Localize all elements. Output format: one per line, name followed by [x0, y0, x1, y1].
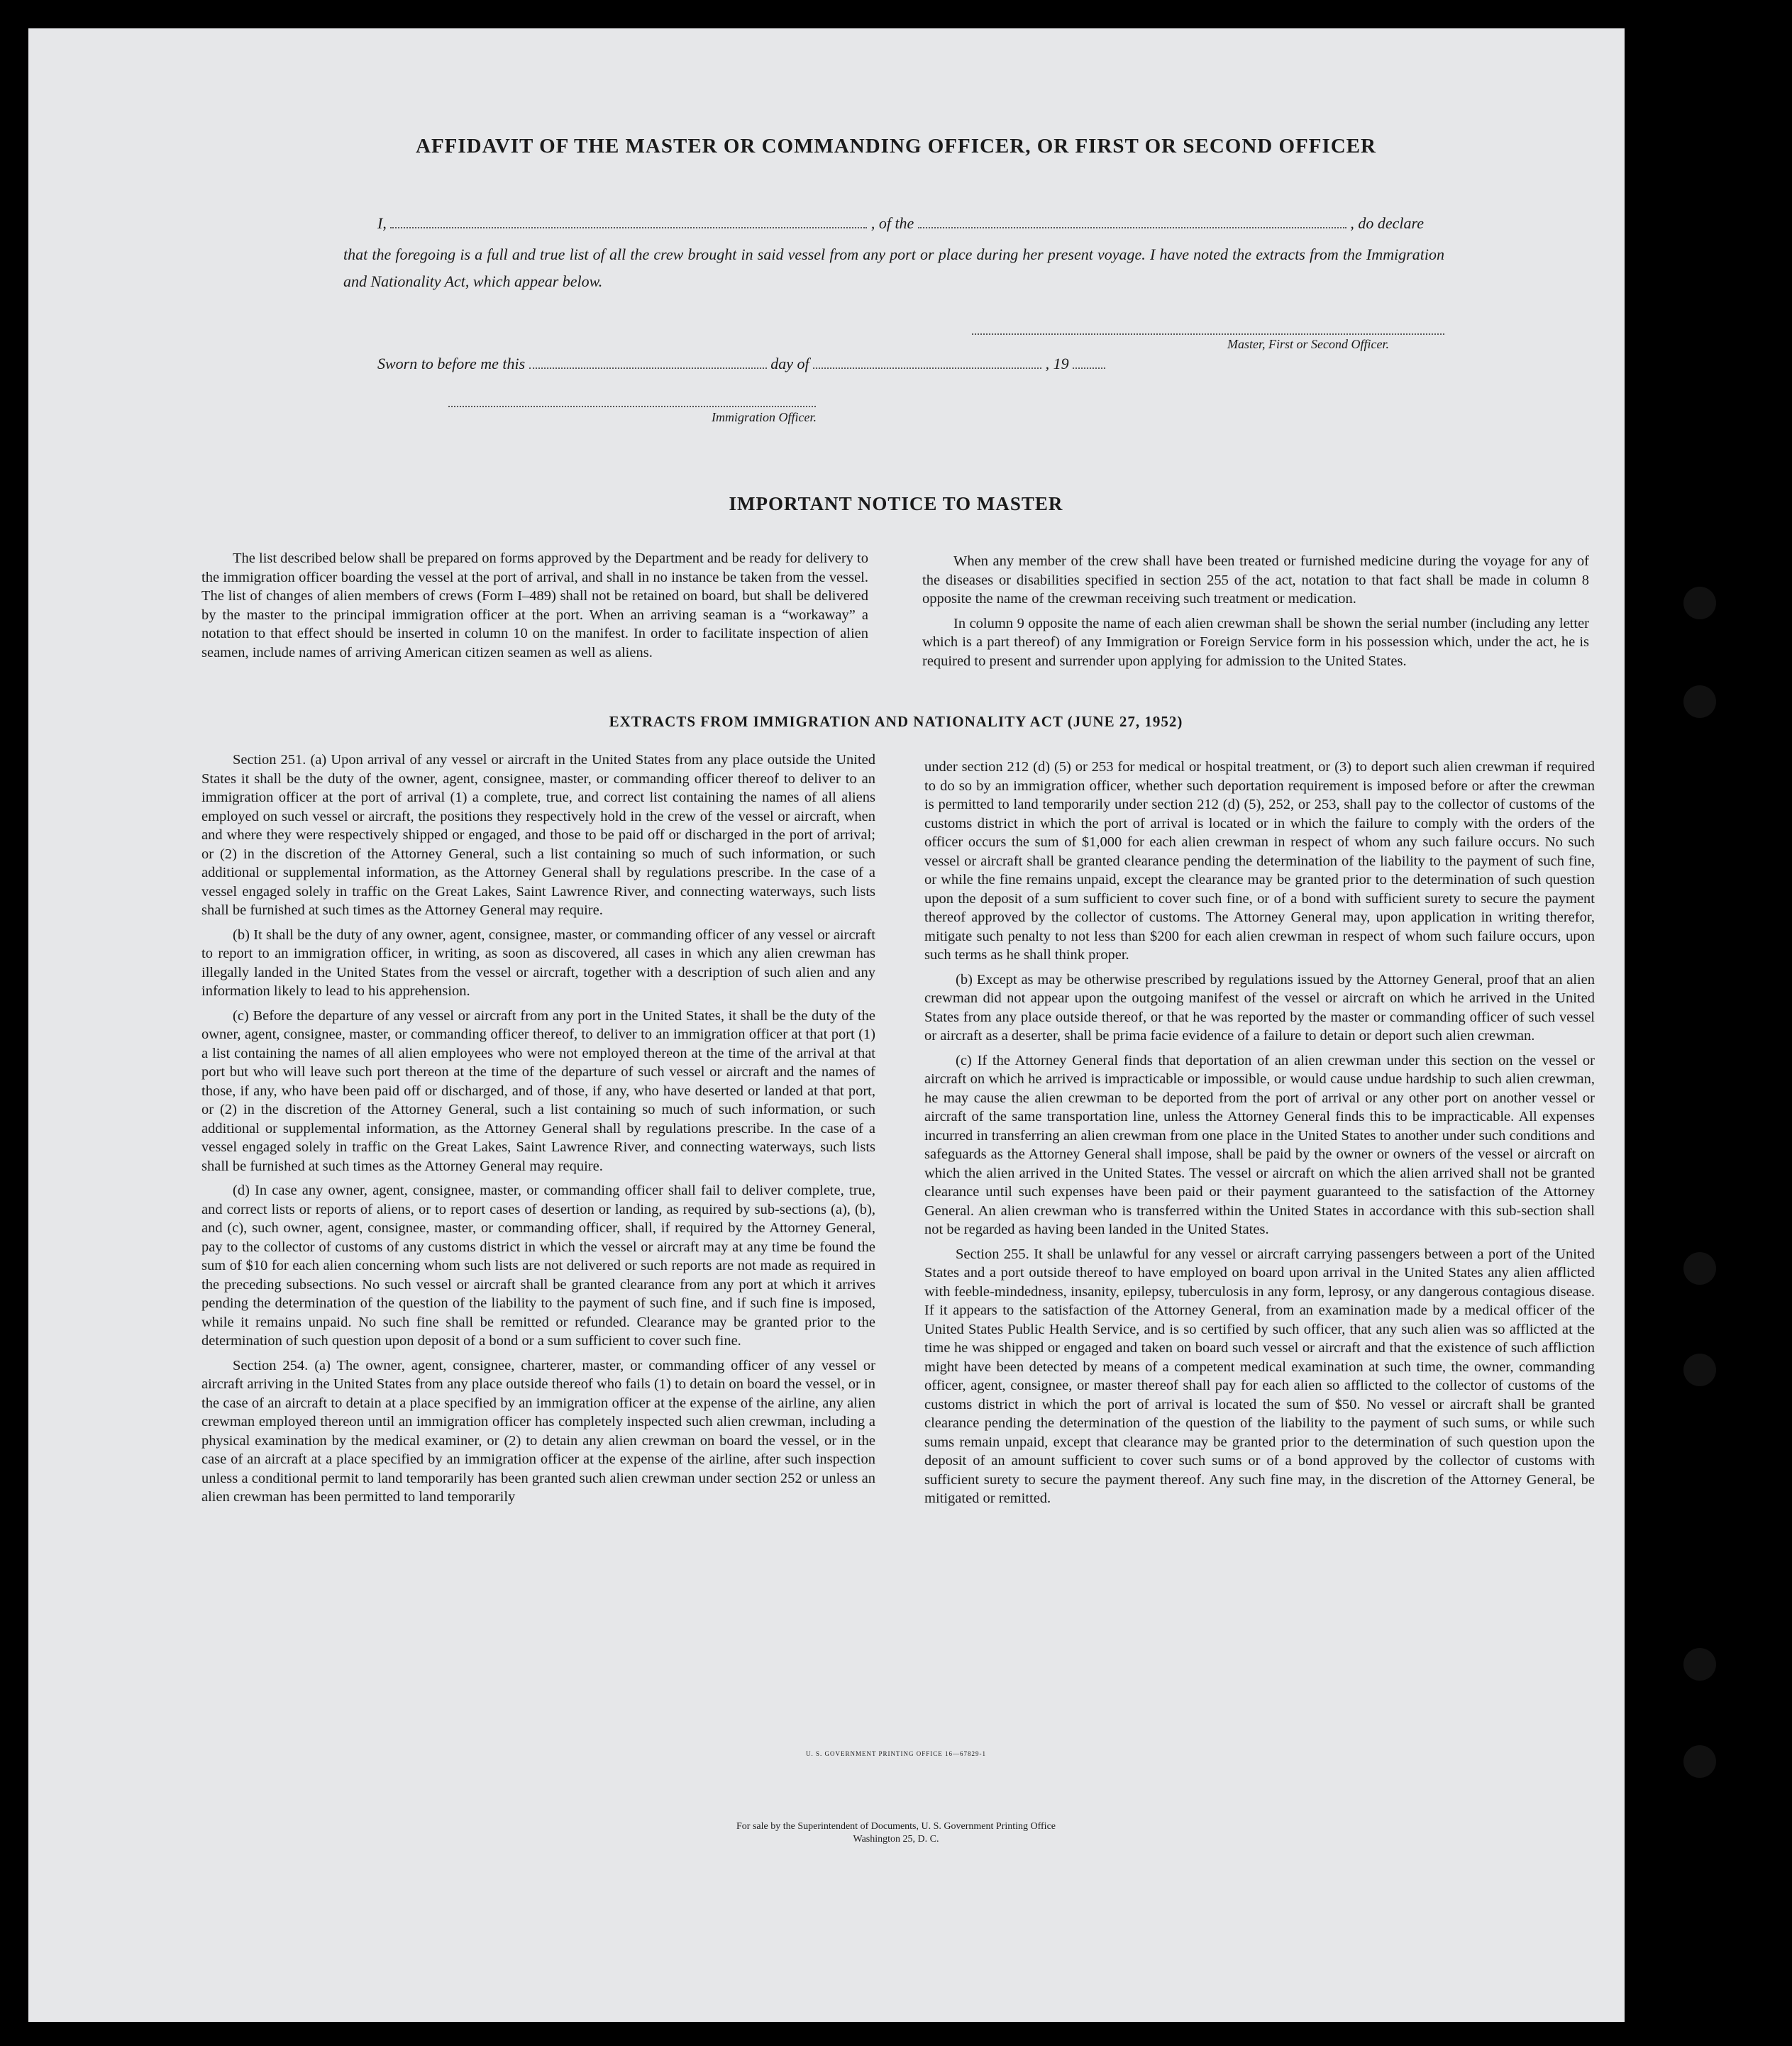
- master-caption: Master, First or Second Officer.: [1227, 337, 1389, 351]
- section-paragraph: Section 254. (a) The owner, agent, consignee, charterer, master, or commanding officer of any vessel or aircraft arriving in the United States from any place outside thereof who fails (1) to detain on board the vessel, or in the case of an aircraft to detain at a place specified by an immigration officer at the expense of the airline, any alien crewman employed thereon until an immigration officer has completely inspected such alien crewman, including a physical examination by the medical examiner, or (2) to detain any alien crewman on board the vessel, or in the case of an aircraft at a place specified by an immigration officer at the expense of the airline, after such inspection unless a conditional permit to land temporarily has been granted such alien crewman under section 252 or unless an alien crewman has been permitted to land temporarily: [201, 1357, 875, 1505]
- day-of-label: day of: [770, 355, 809, 372]
- notice-paragraph: In column 9 opposite the name of each alien crewman shall be shown the serial number (including any letter which is a part thereof) of any Immigration or Foreign Service form in his possession which, under the act, he is required to present and surrender upon applying for admission to the United States.: [922, 615, 1589, 669]
- sworn-day-field[interactable]: [529, 356, 767, 369]
- section-paragraph: (b) Except as may be otherwise prescribed by regulations issued by the Attorney General, proof that an alien crewman did not appear upon the outgoing manifest of the vessel or aircraft on which he arrived in the United States from any place outside thereof, or that he was reported by the master or commanding officer of such vessel or aircraft as a deserter, shall be prima facie evidence of a failure to detain or deport such alien crewman.: [924, 971, 1595, 1044]
- officer-signature-line[interactable]: [448, 406, 816, 407]
- notice-left-column: [201, 549, 868, 668]
- sworn-line: [377, 355, 1105, 373]
- section-paragraph: Section 255. It shall be unlawful for any vessel or aircraft carrying passengers between a port of the United States and a port outside thereof to have employed on board upon arrival in the United States any alien afflicted with feeble-mindedness, insanity, epilepsy, tuberculosis in any form, leprosy, or any dangerous contagious disease. If it appears to the satisfaction of the Attorney General, from an examination made by a medical officer of the United States Public Health Service, and is so certified by such officer, that any such alien was so afflicted at the time he was shipped or engaged and taken on board such vessel or aircraft and that the existence of such affliction might have been detected by means of a competent medical examination at such time, the owner, commanding officer, agent, consignee, or master thereof shall pay for each alien so afflicted to the collector of customs of the customs district in which the port of arrival is located the sum of $50. No vessel or aircraft shall be granted clearance pending the determination of the question of the liability to the payment of such sums, or while such sums remain unpaid, except that clearance may be granted prior to the determination of such question upon the deposit of an amount sufficient to cover such sums or of a bond approved by the collector of customs with sufficient surety to secure the payment thereof. Any such fine may, in the discretion of the Attorney General, be mitigated or remitted.: [924, 1246, 1595, 1506]
- sworn-label: Sworn to before me this: [377, 355, 526, 372]
- punch-hole: [1683, 1354, 1716, 1386]
- i-label: I,: [377, 214, 387, 232]
- sworn-year-field[interactable]: [1073, 356, 1105, 369]
- printer-imprint: U. S. GOVERNMENT PRINTING OFFICE 16—67829-1: [805, 1750, 987, 1757]
- extracts-title: EXTRACTS FROM IMMIGRATION AND NATIONALITY ACT (JUNE 27, 1952): [609, 713, 1183, 730]
- year-label: , 19: [1045, 355, 1069, 372]
- declarant-line: [377, 214, 1424, 233]
- footer-line: For sale by the Superintendent of Documents, U. S. Government Printing Office: [736, 1821, 1056, 1832]
- footer-line: Washington 25, D. C.: [853, 1834, 939, 1845]
- punch-hole: [1683, 587, 1716, 619]
- section-paragraph: (d) In case any owner, agent, consignee, master, or commanding officer shall fail to deliver complete, true, and correct lists or reports of aliens, or to report cases of desertion or landing, as required by sub-sections (a), (b), and (c), such owner, agent, consignee, master, or commanding officer, shall, if required by the Attorney General, pay to the collector of customs of any customs district in which the vessel or aircraft may at any time be found the sum of $10 for each alien concerning whom such lists are not delivered or such reports are not made as required in the preceding subsections. No such vessel or aircraft shall be granted clearance from any port at which it arrives pending the determination of the question of the liability to the payment of such fine, and if such fine is imposed, while it remains unpaid. No such fine shall be remitted or refunded. Clearance may be granted prior to the determination of such question upon deposit of a bond or a sum sufficient to cover such fine.: [201, 1183, 875, 1349]
- of-the-label: , of the: [870, 214, 914, 232]
- punch-hole: [1683, 1648, 1716, 1681]
- section-paragraph: under section 212 (d) (5) or 253 for medical or hospital treatment, or (3) to deport such alien crewman if required to do so by an immigration officer, whether such deportation requirement is imposed before or after the crewman is permitted to land temporarily under section 212 (d) (5), 252, or 253, shall pay to the collector of customs of the customs district in which the port of arrival is located or in which the failure to comply with the orders of the officer occurs the sum of $1,000 for each alien crewman in respect of whom any such failure occurs. No such vessel or aircraft shall be granted clearance pending the determination of the liability to the payment of such fine, or while the fine remains unpaid, except the clearance may be granted prior to the determination of such question upon the deposit of a sum sufficient to cover such fine, or of a bond with sufficient surety to secure the payment thereof approved by the collector of customs. The Attorney General may, upon application in writing therefor, mitigate such penalty to not less than $200 for each alien crewman in respect of whom such failure occurs, upon such terms as he shall think proper.: [924, 759, 1595, 963]
- sale-footer: [0, 1820, 1792, 1846]
- affidavit-title: AFFIDAVIT OF THE MASTER OR COMMANDING OFFICER, OR FIRST OR SECOND OFFICER: [416, 135, 1376, 157]
- sworn-month-field[interactable]: [813, 356, 1041, 369]
- extracts-left-column: [201, 751, 875, 1513]
- master-signature-line[interactable]: [972, 333, 1444, 335]
- section-paragraph: Section 251. (a) Upon arrival of any vessel or aircraft in the United States from any place outside the United States it shall be the duty of the owner, agent, consignee, master, or commanding officer thereof to deliver to an immigration officer at the port of arrival (1) a complete, true, and correct list containing the names of all aliens employed on such vessel or aircraft, the positions they respectively hold in the crew of the vessel or aircraft, when and where they were respectively shipped or engaged, and those to be paid off or discharged in the port of arrival; or (2) in the discretion of the Attorney General, such a list containing so much of such information, or such additional or supplemental information, as the Attorney General shall by regulations prescribe. In the case of a vessel engaged solely in traffic on the Great Lakes, Saint Lawrence River, and connecting waterways, such lists shall be furnished at such times as the Attorney General may require.: [201, 752, 875, 918]
- notice-title: IMPORTANT NOTICE TO MASTER: [729, 493, 1063, 514]
- vessel-field[interactable]: [918, 216, 1346, 228]
- section-paragraph: (c) If the Attorney General finds that deportation of an alien crewman under this section on the vessel or aircraft on which he arrived is impracticable or impossible, or would cause undue hardship to such alien crewman, he may cause the alien crewman to be deported from the port of arrival or any other port on another vessel or aircraft of the same transportation line, unless the Attorney General finds this to be impracticable. All expenses incurred in transferring an alien crewman from one place in the United States to another under such conditions and safeguards as the Attorney General shall impose, shall be paid by the owner or owners of the vessel or aircraft on which the alien arrived in the United States. The vessel or aircraft on which the alien arrived shall not be granted clearance until such expenses have been paid or their payment guaranteed to the satisfaction of the Attorney General. An alien crewman who is transferred within the United States in accordance with this sub-section shall not be regarded as having been landed in the United States.: [924, 1052, 1595, 1237]
- officer-caption: Immigration Officer.: [712, 410, 817, 424]
- section-paragraph: (c) Before the departure of any vessel or aircraft from any port in the United States, it shall be the duty of the owner, agent, consignee, master, or commanding officer thereof, to deliver to an immigration officer at that port (1) a list containing the names of all alien employees who were not employed thereon at the time of the arrival at that port but who will leave such port thereon at the time of the departure of such vessel or aircraft and the names of those, if any, who have been paid off or discharged, and of those, if any, who have deserted or landed at that port, or (2) in the discretion of the Attorney General, such a list containing so much of such information, or such additional or supplemental information, as the Attorney General shall by regulations prescribe. In the case of a vessel engaged solely in traffic on the Great Lakes, Saint Lawrence River, and connecting waterways, such lists shall be furnished at such times as the Attorney General may require.: [201, 1007, 875, 1174]
- notice-paragraph: When any member of the crew shall have been treated or furnished medicine during the voyage for any of the diseases or disabilities specified in section 255 of the act, notation to that fact shall be made in column 8 opposite the name of the crewman receiving such treatment or medication.: [922, 553, 1589, 607]
- notice-paragraph: The list described below shall be prepared on forms approved by the Department and be ready for delivery to the immigration officer boarding the vessel at the port of arrival, and shall in no instance be taken from the vessel. The list of changes of alien members of crews (Form I–489) shall not be retained on board, but shall be delivered by the master to the principal immigration officer at the port. When an arriving seaman is a “workaway” a notation to that effect should be inserted in column 10 on the manifest. In order to facilitate inspection of alien seamen, include names of arriving American citizen seamen as well as aliens.: [201, 551, 868, 660]
- declaration-text: that the foregoing is a full and true list of all the crew brought in said vessel from any port or place during her present voyage. I have noted the extracts from the Immigration and Nationality Act, which appear below.: [343, 245, 1444, 290]
- name-field[interactable]: [390, 216, 867, 228]
- extracts-right-column: [924, 758, 1595, 1514]
- section-paragraph: (b) It shall be the duty of any owner, agent, consignee, master, or commanding officer of any vessel or aircraft to report to an immigration officer, in writing, as soon as discovered, all cases in which any alien crewman has illegally landed in the United States from the vessel or aircraft, together with a description of such alien and any information likely to lead to his apprehension.: [201, 927, 875, 999]
- punch-hole: [1683, 1252, 1716, 1285]
- do-declare-label: , do declare: [1350, 214, 1424, 232]
- notice-right-column: [922, 552, 1589, 676]
